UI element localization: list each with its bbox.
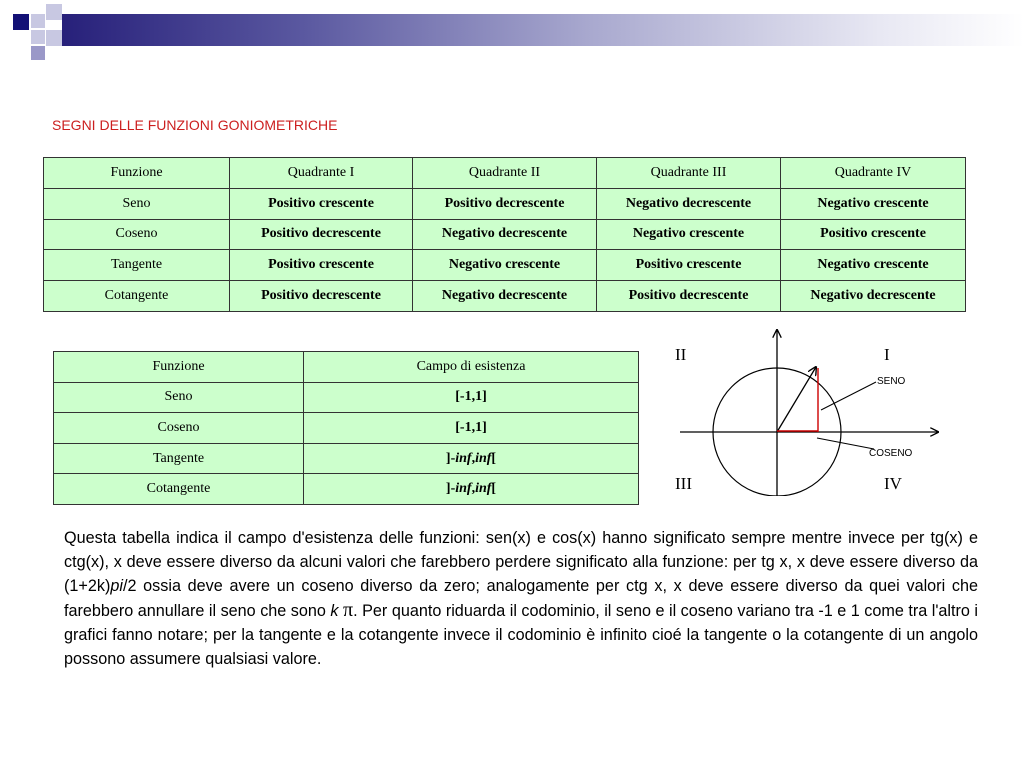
table-cell: Tangente	[44, 250, 230, 281]
coseno-label: COSENO	[869, 448, 913, 459]
range-open: ]-	[445, 481, 456, 497]
header-square	[13, 14, 29, 30]
table-cell: [-1,1]	[304, 382, 639, 413]
quadrant-label-3: III	[675, 474, 692, 493]
column-header: Quadrante I	[230, 158, 413, 189]
table-row	[44, 281, 966, 312]
paragraph-text: . Per quanto riduarda il codominio, il seno e il coseno variano tra -1 e 1 come tra l'altro i grafici fanno notare; per la tangente e la cotangente invece il codominio è infinito cioé la tangente o la cotangente di un angolo possono assumere qualsiasi valore.	[64, 602, 979, 668]
table-row	[44, 250, 966, 281]
table-cell: Positivo crescente	[597, 250, 781, 281]
table-cell: Seno	[54, 382, 304, 413]
table-cell	[304, 474, 639, 505]
paragraph-text: /2 ossia deve avere un coseno diverso da zero; analogamente per ctg x, x deve essere diverso da quei valori che farebbero annullare il seno che sono	[64, 577, 978, 620]
table-cell: Negativo decrescente	[413, 281, 597, 312]
table-cell: Negativo crescente	[781, 250, 966, 281]
column-header: Funzione	[44, 158, 230, 189]
header-square	[31, 30, 45, 44]
header-square	[31, 46, 45, 60]
quadrant-label-1: I	[884, 345, 890, 364]
table-row	[54, 382, 639, 413]
table-cell: [-1,1]	[304, 413, 639, 444]
table-row	[54, 474, 639, 505]
table-cell: Cotangente	[54, 474, 304, 505]
slide-title: SEGNI DELLE FUNZIONI GONIOMETRICHE	[52, 117, 338, 133]
range-close: [	[491, 450, 497, 466]
column-header: Campo di esistenza	[304, 352, 639, 383]
coseno-pointer	[817, 438, 874, 449]
paragraph-text: Questa tabella indica il campo d'esistenza delle funzioni: sen(x) e cos(x) hanno significato sempre mentre invece per tg(x) e ctg(x), x deve essere diverso da alcuni valori che farebbero perdere significato alla funzione: per tg x, x deve essere diverso da (1+2k)	[64, 529, 978, 595]
quadrant-label-2: II	[675, 345, 687, 364]
range-close: [	[491, 481, 497, 497]
table-cell: Positivo decrescente	[230, 219, 413, 250]
quadrant-label-4: IV	[884, 474, 902, 493]
domain-table	[53, 351, 639, 505]
header-square	[46, 4, 62, 20]
header-gradient-band	[62, 14, 1024, 46]
range-open: ]-	[445, 450, 456, 466]
table-cell: Positivo decrescente	[230, 281, 413, 312]
pi-symbol: π	[343, 599, 354, 621]
range-lower: inf	[455, 450, 472, 466]
table-cell: Negativo crescente	[413, 250, 597, 281]
table-row	[44, 219, 966, 250]
column-header: Quadrante II	[413, 158, 597, 189]
table-cell: Positivo crescente	[230, 188, 413, 219]
table-cell: Negativo decrescente	[781, 281, 966, 312]
table-header-row	[44, 158, 966, 189]
header-square	[46, 30, 62, 46]
table-cell: Cotangente	[44, 281, 230, 312]
column-header: Funzione	[54, 352, 304, 383]
table-cell	[304, 443, 639, 474]
range-upper: inf	[475, 450, 492, 466]
table-cell: Tangente	[54, 443, 304, 474]
range-sep: ,	[471, 450, 476, 466]
table-cell: Negativo crescente	[781, 188, 966, 219]
table-row	[54, 413, 639, 444]
table-cell: Negativo decrescente	[413, 219, 597, 250]
range-upper: inf	[475, 481, 492, 497]
table-cell: Seno	[44, 188, 230, 219]
table-cell: Positivo crescente	[230, 250, 413, 281]
unit-circle-diagram	[665, 326, 955, 496]
column-header: Quadrante IV	[781, 158, 966, 189]
radius-vector	[777, 367, 816, 432]
table-header-row	[54, 352, 639, 383]
explanation-paragraph	[64, 526, 978, 671]
table-row	[54, 443, 639, 474]
table-cell: Positivo decrescente	[597, 281, 781, 312]
signs-table	[43, 157, 966, 312]
seno-label: SENO	[877, 376, 906, 387]
header-square	[31, 14, 45, 28]
table-cell: Coseno	[44, 219, 230, 250]
column-header: Quadrante III	[597, 158, 781, 189]
table-cell: Negativo crescente	[597, 219, 781, 250]
pi-word: pi	[110, 577, 123, 595]
table-cell: Positivo crescente	[781, 219, 966, 250]
table-cell: Positivo decrescente	[413, 188, 597, 219]
range-sep: ,	[471, 481, 476, 497]
table-cell: Negativo decrescente	[597, 188, 781, 219]
table-cell: Coseno	[54, 413, 304, 444]
k-variable: k	[330, 602, 339, 620]
table-row	[44, 188, 966, 219]
range-lower: inf	[455, 481, 472, 497]
